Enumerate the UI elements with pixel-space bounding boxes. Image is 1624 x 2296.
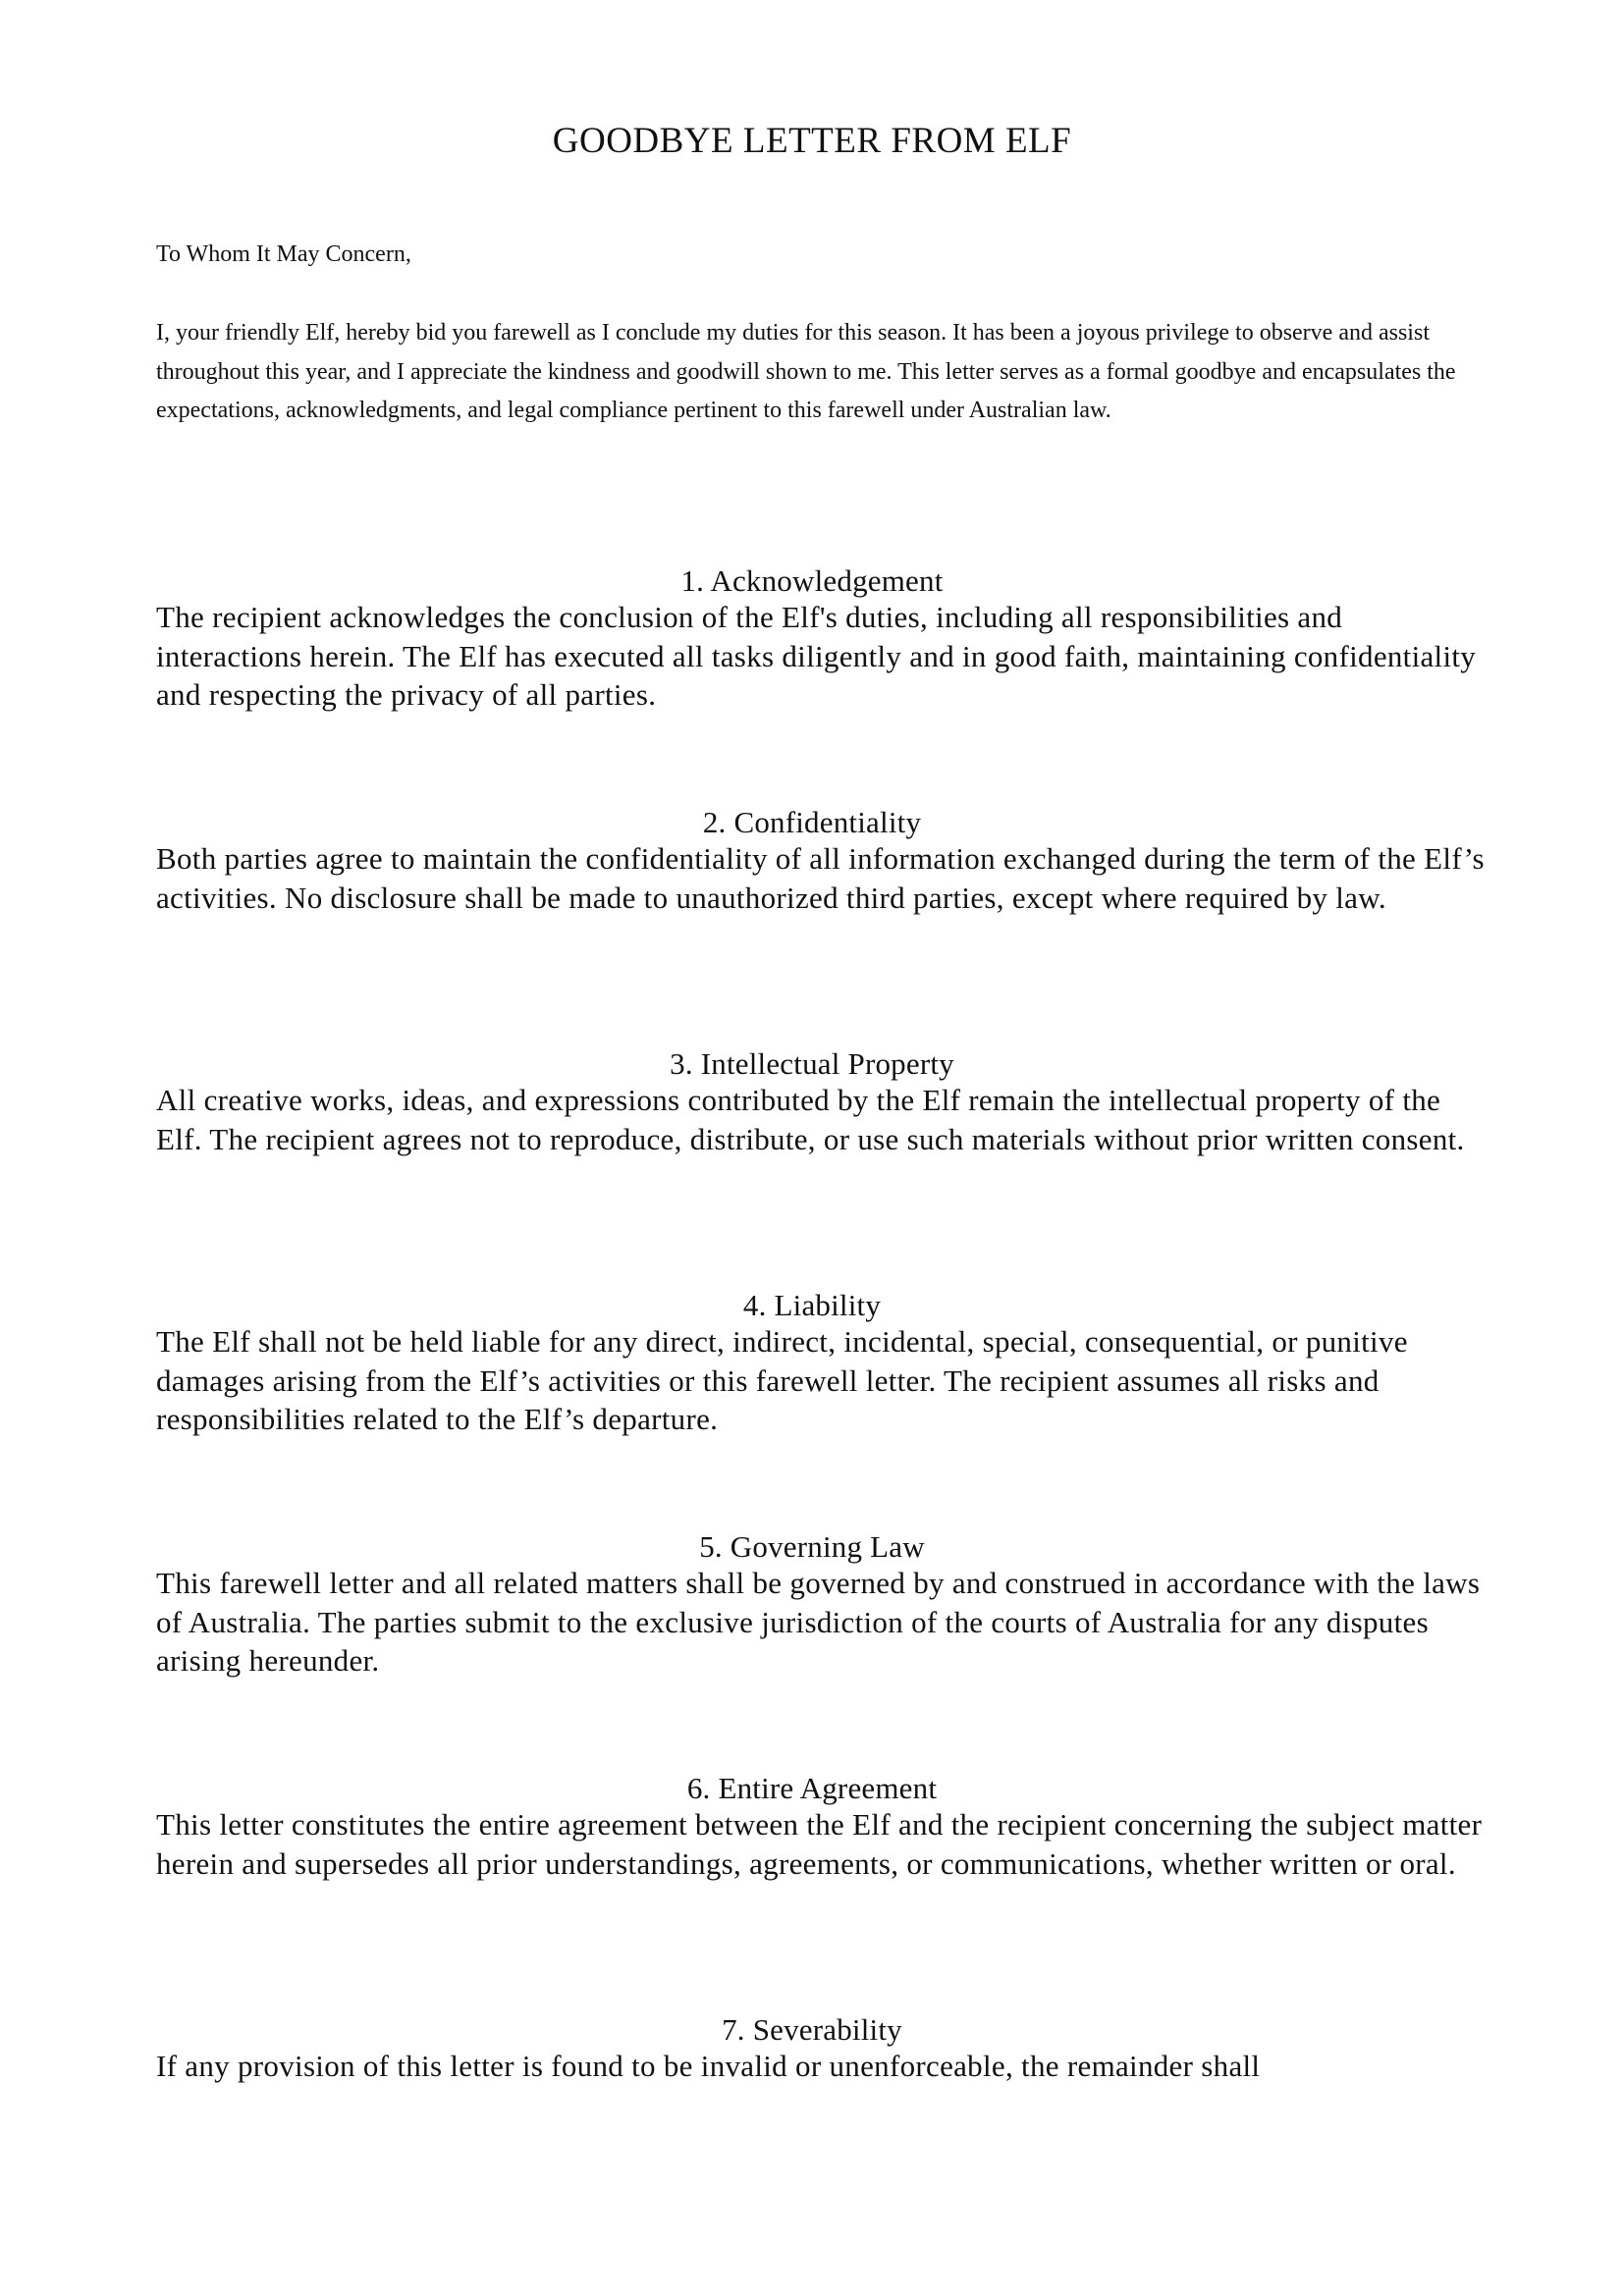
document-title: GOODBYE LETTER FROM ELF: [552, 121, 1072, 161]
section-liability: [156, 1288, 1491, 1439]
section-body: All creative works, ideas, and expressions contributed by the Elf remain the intellectual property of the Elf. The recipient agrees not to reproduce, distribute, or use such materials without prior written consent.: [156, 1083, 1465, 1156]
intro-paragraph: I, your friendly Elf, hereby bid you farewell as I conclude my duties for this season. It has been a joyous privilege to observe and assist throughout this year, and I appreciate the kindness and goodwill shown to me. This letter serves as a formal goodbye and encapsulates the expectations, acknowledgments, and legal compliance pertinent to this farewell under Australian law.: [156, 320, 1456, 423]
section-body: If any provision of this letter is found to be invalid or unenforceable, the remainder shall: [156, 2049, 1261, 2083]
section-heading: 4. Liability: [742, 1288, 882, 1322]
section-governing-law: [156, 1529, 1491, 1681]
section-severability: [156, 2012, 1491, 2086]
section-intellectual-property: [156, 1046, 1491, 1158]
section-body: This farewell letter and all related matters shall be governed by and construed in accordance with the laws of Australia. The parties submit to the exclusive jurisdiction of the courts of Australia for any disputes arising hereunder.: [156, 1566, 1481, 1678]
section-heading: 2. Confidentiality: [702, 805, 922, 839]
section-body: The recipient acknowledges the conclusion of the Elf's duties, including all responsibilities and interactions herein. The Elf has executed all tasks diligently and in good faith, maintaining confidentiality and respecting the privacy of all parties.: [156, 600, 1477, 712]
section-heading: 3. Intellectual Property: [670, 1046, 954, 1081]
section-body: The Elf shall not be held liable for any direct, indirect, incidental, special, consequential, or punitive damages arising from the Elf’s activities or this farewell letter. The recipient assumes all risks and responsibilities related to the Elf’s departure.: [156, 1324, 1408, 1436]
section-heading: 1. Acknowledgement: [680, 563, 944, 598]
salutation: To Whom It May Concern,: [156, 241, 411, 267]
section-heading: 6. Entire Agreement: [686, 1771, 938, 1805]
section-entire-agreement: [156, 1771, 1491, 1883]
section-acknowledgement: [156, 563, 1491, 715]
section-body: This letter constitutes the entire agreement between the Elf and the recipient concerning the subject matter herein and supersedes all prior understandings, agreements, or communications, whether written or oral.: [156, 1807, 1483, 1881]
section-confidentiality: [156, 805, 1491, 917]
section-heading: 5. Governing Law: [699, 1529, 925, 1564]
section-body: Both parties agree to maintain the confidentiality of all information exchanged during the term of the Elf’s activities. No disclosure shall be made to unauthorized third parties, except where required by law.: [156, 841, 1485, 915]
section-heading: 7. Severability: [722, 2012, 902, 2047]
